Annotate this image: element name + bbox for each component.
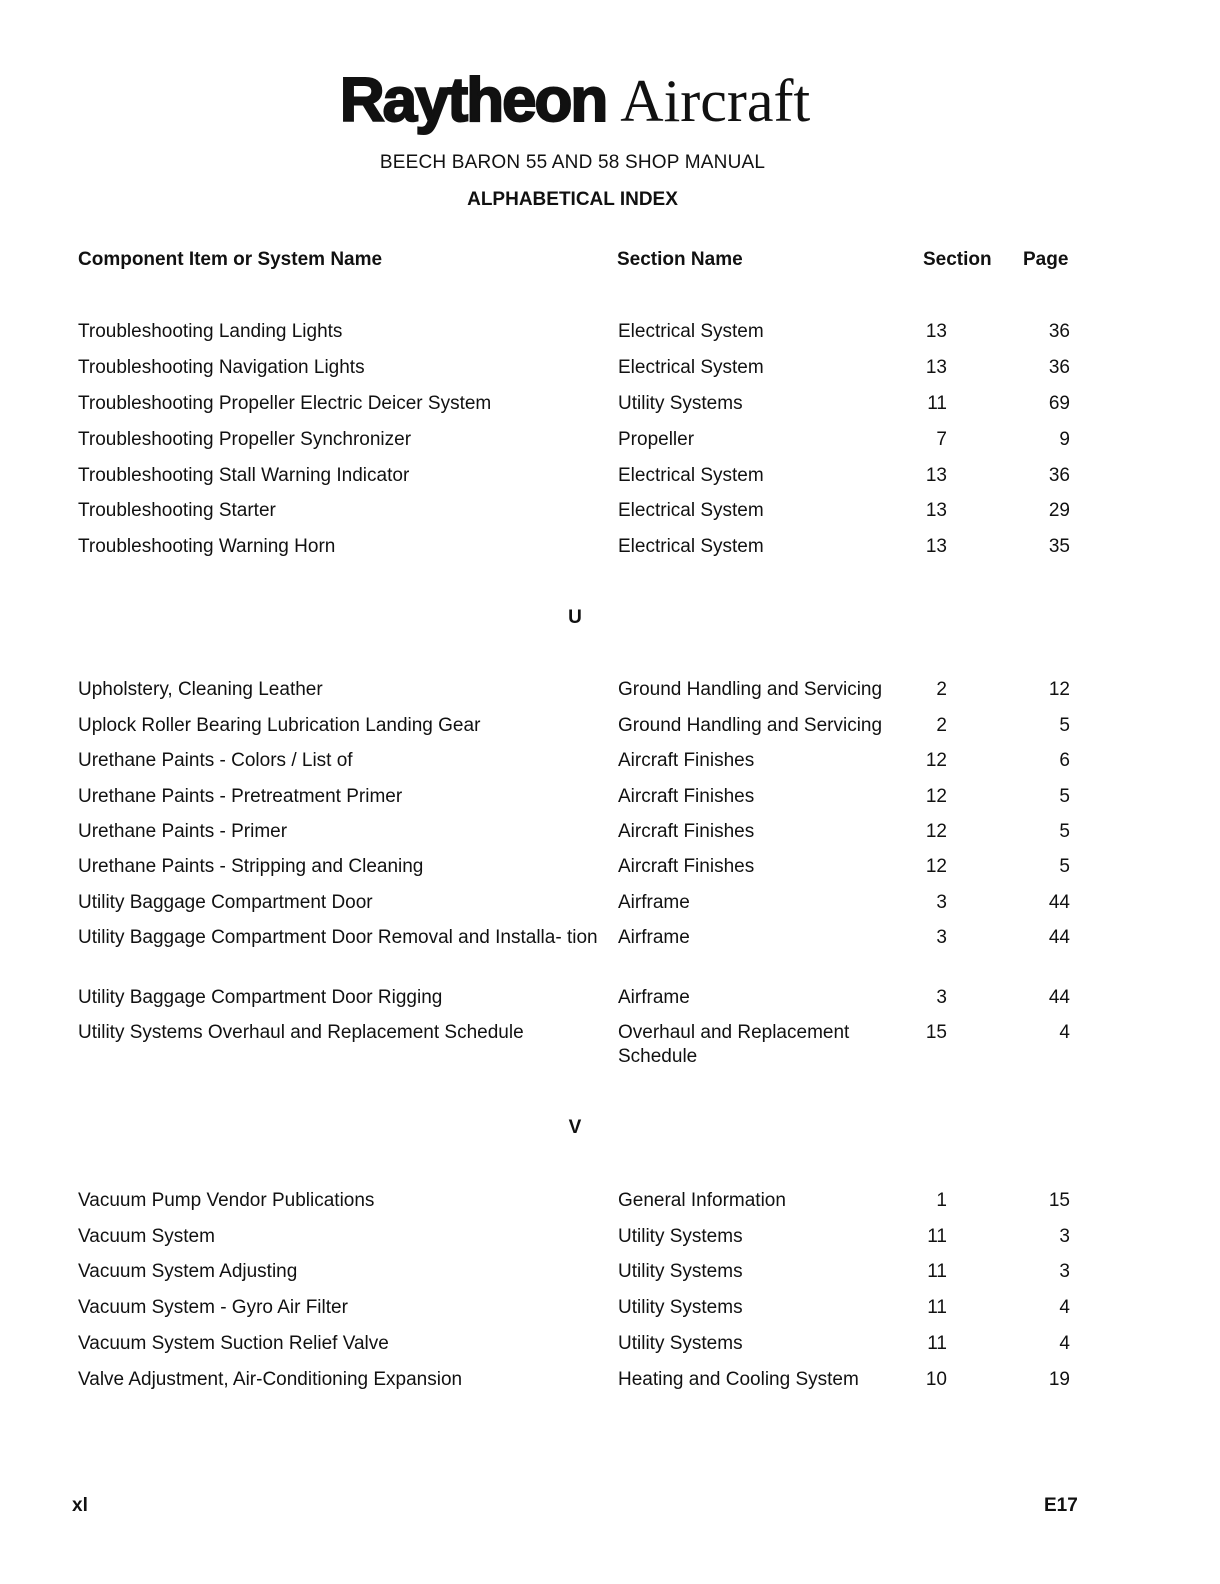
section-number: 12 [925,750,947,771]
section-number: 11 [927,1297,947,1318]
section-name: Electrical System [618,357,764,378]
page-number: 6 [1059,750,1070,771]
page-number: 5 [1059,821,1070,842]
item-name: Utility Baggage Compartment Door [78,892,373,913]
section-name: Overhaul and Replacement Schedule [618,1022,850,1067]
item-name: Troubleshooting Warning Horn [78,536,336,557]
section-name: Utility Systems [618,1297,743,1318]
section-name: Electrical System [618,536,764,557]
section-name: Utility Systems [618,1261,743,1282]
page-number: 69 [1048,393,1070,414]
section-number: 11 [927,393,947,414]
page-number: 44 [1048,892,1070,913]
item-name: Vacuum System Adjusting [78,1261,298,1282]
page-number: 19 [1048,1369,1070,1390]
section-number: 13 [925,465,947,486]
section-number: 15 [925,1022,947,1043]
section-number: 3 [936,987,947,1008]
item-name: Urethane Paints - Pretreatment Primer [78,786,403,807]
section-name: Electrical System [618,500,764,521]
page-number: 5 [1059,715,1070,736]
section-number: 10 [925,1369,947,1390]
section-name: Aircraft Finishes [618,856,755,877]
item-name: Vacuum System - Gyro Air Filter [78,1297,348,1318]
page-number: 36 [1048,465,1070,486]
item-name: Urethane Paints - Stripping and Cleaning [78,856,424,877]
column-header-page: Page [1023,249,1069,270]
item-name: Utility Baggage Compartment Door Removal and Installa- tion [78,927,598,948]
item-name: Troubleshooting Propeller Synchronizer [78,429,412,450]
page-number: 5 [1059,856,1070,877]
item-name: Utility Systems Overhaul and Replacement Schedule [78,1022,524,1043]
index-letter-u: U [568,607,582,628]
item-name: Urethane Paints - Primer [78,821,288,842]
section-name: Heating and Cooling System [618,1369,859,1390]
section-number: 12 [925,856,947,877]
item-name: Troubleshooting Navigation Lights [78,357,365,378]
page-number: 12 [1048,679,1070,700]
item-name: Uplock Roller Bearing Lubrication Landing Gear [78,715,481,736]
column-header-item: Component Item or System Name [78,249,383,270]
section-name: Airframe [618,927,690,948]
item-name: Vacuum System Suction Relief Valve [78,1333,389,1354]
section-number: 7 [936,429,947,450]
page-number: 36 [1048,357,1070,378]
product-name: Aircraft [620,68,811,134]
section-name: Propeller [618,429,695,450]
section-number: 12 [925,821,947,842]
section-number: 2 [936,679,947,700]
item-name: Upholstery, Cleaning Leather [78,679,323,700]
index-title: ALPHABETICAL INDEX [467,189,678,210]
section-name: Aircraft Finishes [618,786,755,807]
item-name: Troubleshooting Stall Warning Indicator [78,465,410,486]
section-name: Utility Systems [618,1226,743,1247]
column-header-section-name: Section Name [617,249,743,270]
item-name: Valve Adjustment, Air-Conditioning Expansion [78,1369,463,1390]
page-number: 35 [1048,536,1070,557]
item-name: Urethane Paints - Colors / List of [78,750,353,771]
section-number: 11 [927,1226,947,1247]
section-number: 13 [925,321,947,342]
page-number: 36 [1048,321,1070,342]
section-number: 1 [936,1190,947,1211]
column-header-section: Section [923,249,992,270]
page-number: 4 [1059,1022,1070,1043]
page-number: 44 [1048,927,1070,948]
section-number: 3 [936,927,947,948]
manual-title: BEECH BARON 55 AND 58 SHOP MANUAL [379,152,766,173]
section-number: 12 [925,786,947,807]
item-name: Vacuum Pump Vendor Publications [78,1190,375,1211]
item-name: Utility Baggage Compartment Door Rigging [78,987,443,1008]
page-number: 3 [1059,1226,1070,1247]
page-number: 3 [1059,1261,1070,1282]
section-name: Utility Systems [618,1333,743,1354]
page-number: 44 [1048,987,1070,1008]
page-number: 4 [1059,1333,1070,1354]
logo [0,66,1150,135]
section-name: Aircraft Finishes [618,750,755,771]
index-letter-v: V [568,1117,582,1138]
section-name: Airframe [618,892,690,913]
section-number: 11 [927,1333,947,1354]
item-name: Vacuum System [78,1226,215,1247]
footer-page-label: xl [72,1495,88,1516]
section-name: Ground Handling and Servicing [618,715,883,736]
section-name: Ground Handling and Servicing [618,679,883,700]
section-name: Airframe [618,987,690,1008]
section-number: 13 [925,500,947,521]
section-name: Utility Systems [618,393,743,414]
section-name: Aircraft Finishes [618,821,755,842]
section-number: 3 [936,892,947,913]
section-name: Electrical System [618,465,764,486]
page-number: 5 [1059,786,1070,807]
item-name: Troubleshooting Starter [78,500,276,521]
section-name: General Information [618,1190,786,1211]
item-name: Troubleshooting Propeller Electric Deicer System [78,393,492,414]
section-number: 13 [925,357,947,378]
section-number: 13 [925,536,947,557]
page-number: 15 [1048,1190,1070,1211]
section-name: Electrical System [618,321,764,342]
page-number: 9 [1059,429,1070,450]
footer-revision-code: E17 [1044,1495,1078,1516]
section-number: 11 [927,1261,947,1282]
page-number: 4 [1059,1297,1070,1318]
item-name: Troubleshooting Landing Lights [78,321,343,342]
section-number: 2 [936,715,947,736]
page-number: 29 [1048,500,1070,521]
brand-name: Raytheon [339,66,607,135]
